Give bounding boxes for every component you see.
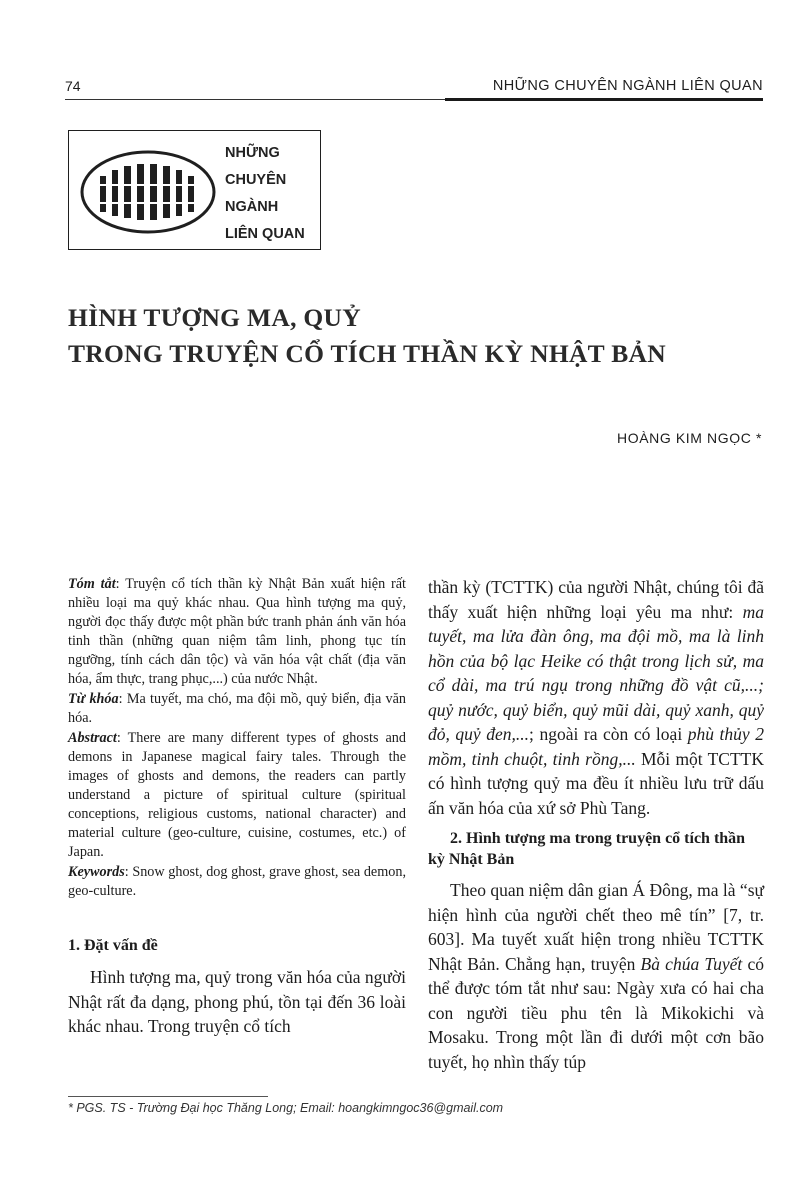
- section-1-heading: 1. Đặt vấn đề: [68, 937, 158, 954]
- footnote-rule: [68, 1096, 268, 1097]
- right-p2-part-a: Theo quan niệm dân gian Á Đông, ma là “sự hiện hình của người chết theo mê tín” [7, tr. 603]. Ma tuyết xuất hiện trong nhiều TCTTK Nhật Bản. Chẳng hạn, truyện: [428, 880, 764, 974]
- keywords-vi: [68, 690, 406, 728]
- keywords-en-text: : Snow ghost, dog ghost, grave ghost, sea demon, geo-culture.: [68, 864, 406, 899]
- running-title: NHỮNG CHUYÊN NGÀNH LIÊN QUAN: [492, 78, 763, 94]
- keywords-en: [68, 863, 406, 901]
- logo-line-1: NHỮNG: [225, 145, 280, 161]
- logo-line-3: NGÀNH: [225, 199, 279, 215]
- right-paragraph-2: [428, 878, 764, 1074]
- section-2-heading: 2. Hình tượng ma trong truyện cổ tích thần kỳ Nhật Bản: [428, 830, 746, 868]
- summary-text: : Truyện cổ tích thần kỳ Nhật Bản xuất hiện rất nhiều loại ma quỷ khác nhau. Qua hình tượng ma quỷ, người đọc thấy được một phần bức tranh phản ánh văn hóa tinh thần (những quan niệm tâm linh, phong tục tín ngưỡng, tính cách dân tộc) và văn hóa vật chất (địa văn hóa, ẩm thực, trang phục,...) của nước Nhật.: [68, 576, 406, 687]
- right-p1-italic-1: ma tuyết, ma lửa đàn ông, ma đội mồ, ma là linh hồn của bộ lạc Heike có thật trong lịch sử, ma cổ dài, ma trú ngụ trong những đồ vật cũ,...; quỷ nước, quỷ biển, quỷ mũi dài, quỷ xanh, quỷ đỏ, quỷ đen,...: [428, 601, 764, 744]
- books-emblem-icon: [78, 148, 218, 236]
- right-paragraph-1: [428, 575, 764, 820]
- right-column: [428, 575, 764, 1074]
- right-p2-part-b: có thể được tóm tắt như sau: Ngày xưa có hai cha con người tiều phu tên là Mikokichi và Mosaku. Trong một lần đi dưới một cơn bão tuyết, họ nhìn thấy túp: [428, 953, 764, 1072]
- summary-label: Tóm tắt: [68, 576, 116, 592]
- keywords-vi-text: : Ma tuyết, ma chó, ma đội mồ, quỷ biển, địa văn hóa.: [68, 691, 407, 726]
- abstract-text: : There are many different types of ghosts and demons in Japanese magical fairy tales. Through the images of ghosts and demons, the readers can partly understand a picture of spiritual culture (spiritual conceptions, religious customs, national character) and material culture (geo-culture, cuisine, costumes, etc.) of Japan.: [68, 730, 406, 860]
- abstract-label: Abstract: [68, 730, 117, 746]
- logo-line-4: LIÊN QUAN: [225, 226, 305, 242]
- header-rule-bold: [445, 98, 763, 101]
- summary-vi: [68, 575, 406, 689]
- page-number: 74: [65, 78, 81, 94]
- article-title: [68, 300, 666, 372]
- title-line-2: TRONG TRUYỆN CỔ TÍCH THẦN KỲ NHẬT BẢN: [68, 339, 666, 368]
- right-p1-italic-2: phù thủy 2 mồm, tinh chuột, tinh rồng,...: [428, 724, 764, 769]
- right-p1-part-b: ; ngoài ra còn có loại: [529, 724, 688, 744]
- abstract-en: [68, 729, 406, 862]
- right-p2-italic: Bà chúa Tuyết: [640, 953, 743, 974]
- keywords-vi-label: Từ khóa: [68, 691, 119, 707]
- left-column: [68, 575, 406, 1039]
- author-footnote: * PGS. TS - Trường Đại học Thăng Long; Email: hoangkimngoc36@gmail.com: [68, 1101, 504, 1115]
- title-line-1: HÌNH TƯỢNG MA, QUỶ: [68, 303, 361, 332]
- logo-text: [225, 140, 305, 248]
- right-p1-part-a: thần kỳ (TCTTK) của người Nhật, chúng tôi đã thấy xuất hiện những loại yêu ma như:: [428, 577, 764, 622]
- logo-line-2: CHUYÊN: [225, 172, 287, 188]
- author-name: HOÀNG KIM NGỌC *: [617, 430, 762, 446]
- keywords-en-label: Keywords: [68, 864, 125, 880]
- right-p1-part-c: Mỗi một TCTTK có hình tượng quỷ ma đều ít nhiều lưu trữ dấu ấn văn hóa của xứ sở Phù Tang.: [428, 748, 764, 818]
- section-1-paragraph: Hình tượng ma, quỷ trong văn hóa của người Nhật rất đa dạng, phong phú, tồn tại đến 36 loài khác nhau. Trong truyện cổ tích: [68, 967, 406, 1036]
